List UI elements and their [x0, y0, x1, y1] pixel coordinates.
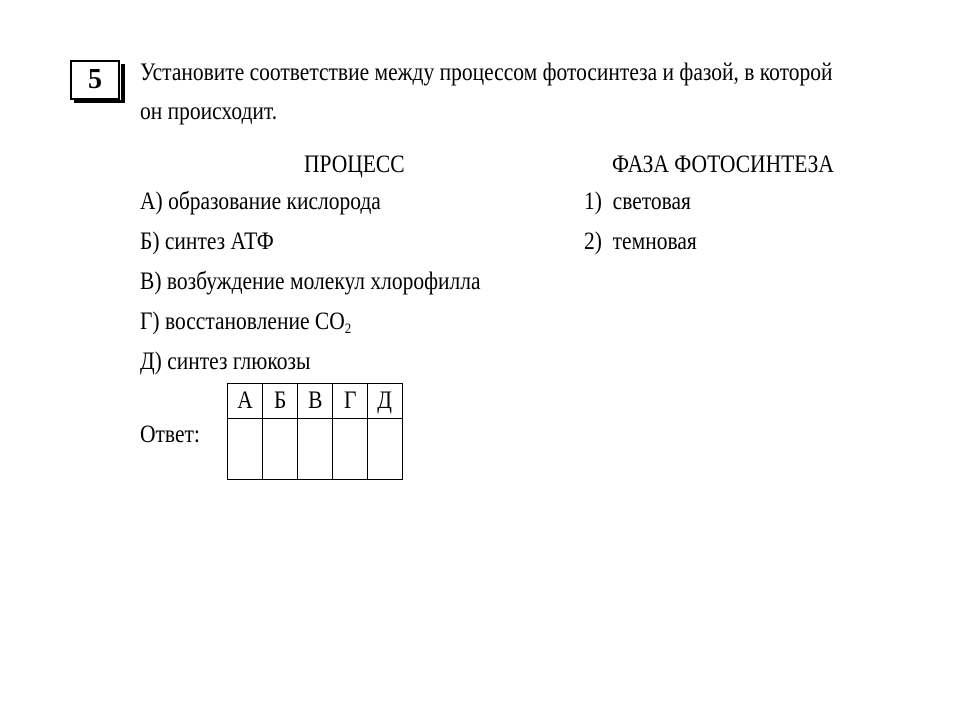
phase-item-1 [584, 189, 691, 214]
answer-cell-g[interactable] [333, 419, 368, 480]
task-number-shadow-bottom [74, 100, 125, 103]
answer-table [227, 383, 403, 480]
phase-text: темновая [612, 228, 697, 255]
answer-col-b: Б [263, 384, 298, 419]
task-number-text: 5 [88, 64, 102, 95]
answer-col-v: В [298, 384, 333, 419]
process-item-g [140, 308, 352, 337]
phase-number: 1) [584, 188, 602, 215]
process-text: образование кислорода [168, 188, 381, 215]
process-text: восстановление CO [164, 308, 345, 335]
answer-col-d: Д [368, 384, 403, 419]
phase-number: 2) [584, 228, 602, 255]
process-item-b [140, 229, 274, 254]
process-text: возбуждение молекул хлорофилла [166, 268, 481, 295]
answer-col-a: А [228, 384, 263, 419]
process-letter: Д) [140, 348, 162, 375]
phase-text: световая [612, 188, 691, 215]
phase-header: ФАЗА ФОТОСИНТЕЗА [612, 151, 834, 178]
process-letter: Б) [140, 228, 160, 255]
question-line-2: он происходит. [140, 98, 278, 125]
answer-cell-d[interactable] [368, 419, 403, 480]
process-item-v [140, 269, 481, 294]
process-item-d [140, 349, 310, 374]
process-letter: А) [140, 188, 163, 215]
answer-header-row [228, 384, 403, 419]
phase-item-2 [584, 229, 697, 254]
answer-input-row[interactable] [228, 419, 403, 480]
task-number [70, 60, 120, 100]
process-letter: Г) [140, 308, 160, 335]
question-line-1: Установите соответствие между процессом фотосинтеза и фазой, в которой [140, 59, 833, 86]
task-number-shadow [121, 64, 125, 103]
process-text: синтез глюкозы [167, 348, 311, 375]
process-header: ПРОЦЕСС [304, 151, 405, 178]
answer-cell-b[interactable] [263, 419, 298, 480]
process-text: синтез АТФ [164, 228, 274, 255]
answer-col-g: Г [333, 384, 368, 419]
subscript: 2 [344, 321, 352, 337]
answer-cell-a[interactable] [228, 419, 263, 480]
answer-label: Ответ: [140, 421, 200, 448]
answer-cell-v[interactable] [298, 419, 333, 480]
process-item-a [140, 189, 381, 214]
process-letter: В) [140, 268, 162, 295]
